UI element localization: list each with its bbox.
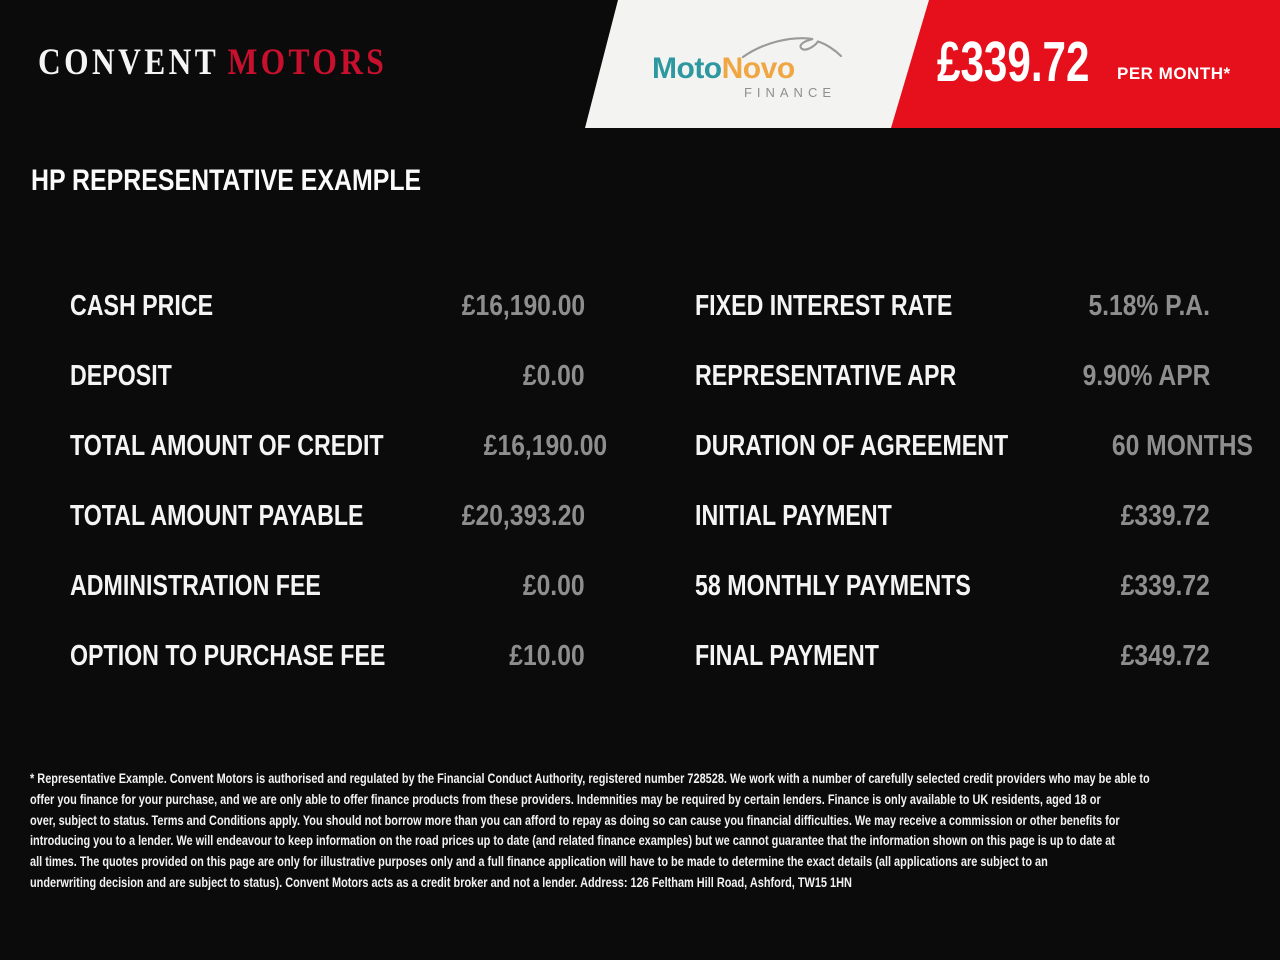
- finance-row: [70, 341, 585, 411]
- finance-label: OPTION TO PURCHASE FEE: [70, 639, 386, 672]
- finance-row: [695, 621, 1210, 691]
- disclaimer-line: offer you finance for your purchase, and we are only able to offer finance products from these providers. Indemnities may be required by certain lenders. Finance is only available to UK residents, aged 18 or: [30, 791, 1101, 807]
- finance-row: [70, 621, 585, 691]
- finance-value: £20,393.20: [461, 499, 585, 532]
- finance-label: TOTAL AMOUNT OF CREDIT: [70, 429, 384, 462]
- dealer-name-convent: CONVENT: [38, 42, 220, 83]
- lender-tagline: FINANCE: [743, 85, 836, 100]
- finance-row: [70, 551, 585, 621]
- finance-row: [695, 271, 1210, 341]
- finance-label: FIXED INTEREST RATE: [695, 289, 953, 322]
- finance-row: [695, 481, 1210, 551]
- disclaimer-line: * Representative Example. Convent Motors is authorised and regulated by the Financial Conduct Authority, registered number 728528. We work with a number of carefully selected credit providers who may be able to: [30, 771, 1150, 786]
- finance-label: REPRESENTATIVE APR: [695, 359, 957, 392]
- finance-row: [695, 341, 1210, 411]
- page-title: HP REPRESENTATIVE EXAMPLE: [31, 164, 422, 197]
- finance-label: 58 MONTHLY PAYMENTS: [695, 569, 971, 602]
- finance-label: CASH PRICE: [70, 289, 214, 322]
- disclaimer-line: introducing you to a lender. We will endeavour to keep information on the road prices up to date (and related finance examples) but we cannot guarantee that the information shown on this page is up to date at: [30, 833, 1115, 849]
- finance-label: DURATION OF AGREEMENT: [695, 429, 1009, 462]
- finance-label: TOTAL AMOUNT PAYABLE: [70, 499, 364, 532]
- car-outline-icon: [740, 33, 844, 61]
- finance-row: [70, 271, 585, 341]
- finance-value: £339.72: [1120, 499, 1210, 532]
- monthly-price-amount: £339.72: [937, 30, 1090, 94]
- dealer-name-motors: MOTORS: [227, 42, 388, 83]
- disclaimer: [30, 769, 1277, 894]
- finance-label: INITIAL PAYMENT: [695, 499, 892, 532]
- finance-value: 9.90% APR: [1082, 359, 1210, 392]
- finance-row: [70, 411, 608, 481]
- finance-label: ADMINISTRATION FEE: [70, 569, 321, 602]
- dealer-logo: [38, 44, 387, 81]
- finance-value: 5.18% P.A.: [1088, 289, 1210, 322]
- finance-value: £0.00: [523, 359, 585, 392]
- finance-label: DEPOSIT: [70, 359, 172, 392]
- disclaimer-line: all times. The quotes provided on this page are only for illustrative purposes only and a full finance application will have to be made to determine the exact details (all applications are subject to an: [30, 854, 1048, 870]
- finance-value: £349.72: [1120, 639, 1210, 672]
- lender-name-moto: Moto: [652, 52, 722, 85]
- finance-value: £16,190.00: [483, 429, 608, 462]
- finance-value: £0.00: [523, 569, 585, 602]
- finance-value: £10.00: [509, 639, 585, 672]
- monthly-price-cadence: PER MONTH*: [1117, 64, 1231, 83]
- finance-value: 60 MONTHS: [1111, 429, 1253, 462]
- finance-value: £339.72: [1120, 569, 1210, 602]
- finance-col-right: [695, 271, 1253, 691]
- finance-row: [70, 481, 585, 551]
- finance-value: £16,190.00: [461, 289, 585, 322]
- lender-logo: [652, 36, 838, 100]
- finance-row: [695, 551, 1210, 621]
- finance-row: [695, 411, 1253, 481]
- finance-label: FINAL PAYMENT: [695, 639, 879, 672]
- header-banner: [0, 0, 1280, 128]
- finance-col-left: [70, 271, 608, 691]
- disclaimer-line: over, subject to status. Terms and Conditions apply. You should not borrow more than you can afford to repay as doing so can cause you financial difficulties. We may receive a commission or other benefits for: [30, 812, 1120, 828]
- disclaimer-line: underwriting decision and are subject to status). Convent Motors acts as a credit broker and not a lender. Address: 126 Feltham Hill Road, Ashford, TW15 1HN: [30, 874, 852, 890]
- lender-name-novo: Novo: [721, 52, 795, 85]
